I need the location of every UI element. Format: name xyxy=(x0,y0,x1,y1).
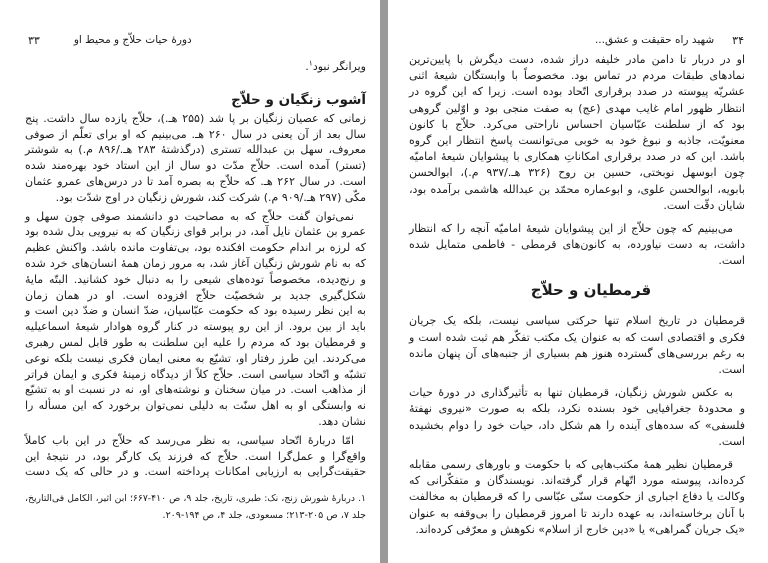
line-punctuation: . xyxy=(305,60,309,73)
text-line: نه وابستگی او به اهل سنّت به دلیلی نمی‌توان برخورد که این مسأله را xyxy=(25,399,366,413)
text-line: «یک جریان گمراهی» یا «دین خارج از اسلام» نکوهش و معرّفی کرده‌اند. xyxy=(415,522,745,536)
text-line: فلسفی» که سده‌های آینده را هم شکل داد، حیات خود را دوام بخشیده xyxy=(409,418,745,432)
footnote-reference: ۱ xyxy=(308,58,313,68)
running-head-title: شهید راه حقیقت و عشق... xyxy=(594,34,715,46)
footnote-line: جلد ۷، ص ۲۰۵-۲۱۳؛ مسعودی، جلد ۴، ص ۱۹۴-۲۰۹. xyxy=(162,510,366,522)
running-head xyxy=(595,32,744,48)
text-line: است. در سال ۲۶۲ هـ. که حلاّج به بصره آمد تا در درس‌های عمرو عثمان xyxy=(25,174,366,188)
text-line: است. xyxy=(718,363,745,376)
text-line: معروف، سهل بن عبدالله تستری (درگذشتهٔ ۲۸۳ هـ./۸۹۶ م.) به شوشتر xyxy=(25,143,366,157)
text-line: او در دربار تا دامن مادر خلیفه دراز شده، دست دیگرش با پایین‌ترین xyxy=(409,53,745,66)
text-line: کرده‌اند، پیوسته مورد اتّهام قرار گرفته‌اند. نویسندگان و متفکّرانی که xyxy=(409,474,745,488)
text-line: وکالت یا دفاع اجباری از حکومت سنّی عبّاسی را که قرمطیان به مخالفت xyxy=(409,490,745,504)
running-head-title: دورهٔ حیات حلاّج و محیط او xyxy=(73,34,192,46)
text-line: است. xyxy=(718,254,745,268)
paragraph xyxy=(25,111,366,206)
section-heading: قرمطیان و حلاّج xyxy=(530,281,652,300)
section-heading: آشوب زنگیان و حلاّج xyxy=(231,91,366,108)
paragraph xyxy=(409,385,745,450)
text-line: نمی‌توان گفت حلاّج که به مصاحبت دو دانشمند صوفی چون سهل و xyxy=(25,209,354,223)
text-line: به این نظر رسیده بود که حکومت عبّاسیان، ضدّ انسان و ضدّ دین است و xyxy=(25,304,366,318)
text-line: می‌کردند. این طرز رفتار او، تشیّع به معنی ایمان فکری نیست بلکه نوعی xyxy=(25,351,366,365)
text-line: فکری و اقتصادی است که به عنوان یک مکتب تفکّر هم ثبت شده است و xyxy=(409,330,745,344)
text-line: سال بعد از آن یعنی در سال ۲۶۰ هـ. می‌بینیم که او برای تعلّم از صوفی xyxy=(25,127,367,141)
text-line: با آنان برخاسته‌اند، به عهده دارند تا امروز قرمطیان را بی‌وقفه به عنوان xyxy=(409,506,745,520)
text-line: بود که از سلطنت عبّاسیان احساس ناراحتی می‌کرد. حلاّج با کانون xyxy=(409,117,745,131)
text-line: عمرو بن عثمان نایل آمد، در برابر قوای زنگیان که به نیرویی بدل شده بود xyxy=(25,225,366,239)
text-line: عشریّه پیوسته در صدد برقراری اتّحاد بوده است. زیرا که این گروه در xyxy=(409,85,745,99)
text-line: نمادهای طبقات مردم در تماس بود. مخصوصاً با وابستگان شیعهٔ اثنی xyxy=(409,69,745,83)
text-line: و رنج‌دیده، مخصوصاً توده‌های شیعی را به دنبال خود کشانید. البتّه مایهٔ xyxy=(25,272,366,286)
page-body xyxy=(25,59,366,524)
text-line: باشد. این که در صدد برقراری امکاناتِ همکاری با پیشوایان شیعهٔ امامیّه xyxy=(409,150,745,164)
text-line: شایان دقّت است. xyxy=(663,198,745,212)
text-line: قرمطیان در تاریخ اسلام تنها حرکتی سیاسی نیست، بلکه یک جریان xyxy=(409,314,745,328)
left-page xyxy=(0,0,380,563)
text-line: (تستر) آمده است. حلاّج مدّت دو سال از این استاد خود بهره‌مند شده xyxy=(25,159,366,173)
text-line: و محدودهٔ جغرافیایی خود بسنده نکرد، بلکه به صورت «نیروی نهفتهٔ xyxy=(409,402,745,416)
paragraph xyxy=(409,221,745,270)
text-line: زمانی که عصیان زنگیان بر پا شد (۲۵۵ هـ.)، حلاّج یازده سال داشت. پنج xyxy=(25,111,366,125)
page-number: ۳۳ xyxy=(28,33,40,47)
text-line: به رغم بررسی‌های گسترده هنوز هم بسیاری از جنبه‌های آن پنهان مانده xyxy=(409,346,745,360)
text-line: معنویّت، جاذبه و نبوغ خود به خوبی می‌توانست پاسخ انتظار این گروه xyxy=(409,133,745,147)
right-page xyxy=(388,0,768,563)
text-line: بابویه، ابوالحسن علوی، و ابوعماره محمّد بن عبدالله هاشمی برآمده بود، xyxy=(409,182,745,196)
text-line: داشت، به دست نیاورده، به کانون‌های قرمطی - فاطمی متمایل شده xyxy=(409,238,745,252)
paragraph xyxy=(409,52,745,214)
text-line: که لرزه بر اندام حکومت افکنده بود، بی‌تفاوت مانده باشد. واکنش عظیم xyxy=(25,241,366,255)
footnote-line: ۱. دربارهٔ شورش زنج، نک: طبری، تاریخ، جلد ۹، ص ۴۱۰-۶۶۷؛ ابن اثیر، الکامل فی‌التاریخ، xyxy=(25,493,366,505)
footnote xyxy=(25,490,366,524)
text-line: واقع‌گرا و عمل‌گرا است. حلاّج که فرزند یک کارگر بود، در نتیجهٔ این xyxy=(25,449,366,463)
text-line: نشان دهد. xyxy=(318,414,366,428)
paragraph xyxy=(25,209,366,430)
text-line: به عکس شورش زنگیان، قرمطیان تنها به تأثیرگذاری در دورهٔ حیات xyxy=(409,386,733,400)
text-line: امّا دربارهٔ اتّحاد سیاسی، به نظر می‌رسد که حلاّج در این باب کاملاً xyxy=(25,433,354,447)
line-text: ویرانگر نبود xyxy=(312,60,366,73)
running-head xyxy=(28,32,192,48)
text-line: که به نام شورش زنگیان آغاز شد، به مرور زمان همهٔ انسان‌های خرد شده xyxy=(25,256,366,270)
text-line: از مذاهب است. در میان سخنان و نوشته‌های او، نه در نسبت او به تشیّع xyxy=(25,383,366,397)
page-body xyxy=(409,52,745,538)
text-line: حقیقت‌گرایی به ارزیابی امکانات پرداخته است. و در حالی که یک دست xyxy=(25,465,366,479)
book-gutter xyxy=(380,0,388,563)
text-line: تشبّه و اتّحاد سیاسی است. حلاّج کلاً از دیدگاه زمینهٔ فکری و ایمان فراتر xyxy=(25,367,366,381)
paragraph xyxy=(409,457,745,538)
text-line: باید از بین برود. از این رو پیوسته در کنار گروه هوادار شیعهٔ اسماعیلیه xyxy=(25,320,366,334)
text-line: می‌بینیم که چون حلاّج از این پیشوایان شیعهٔ امامیّه آنچه را که انتظار xyxy=(409,221,733,235)
text-line: قرمطیان نظیر همهٔ مکتب‌هایی که با حکومت و باورهای رسمی مقابله xyxy=(409,457,733,471)
text-line: انتظار ظهور امام غایب مهدی (عج) به صفت منجی بود و اوّلین گروهی xyxy=(409,101,745,115)
page-number: ۳۴ xyxy=(732,33,744,47)
text-line: است. xyxy=(718,434,745,448)
text-line: چون ابوسهل نوبختی، حسین بن روح (۳۲۶ هـ./۹۳۷ م.)، ابوالحسن xyxy=(409,166,745,180)
paragraph xyxy=(409,313,745,378)
paragraph xyxy=(25,433,366,480)
text-line: شکل‌گیری جدید بر شخصیّت حلاّج افزوده است. او در همان زمان xyxy=(25,288,366,302)
text-line: مکّی (۲۹۷ هـ./۹۰۹ م.) شرکت کند، شورش زنگیان در اوج شدّت بود. xyxy=(55,190,366,204)
continued-text-line xyxy=(25,59,366,75)
text-line: و قرمطیان بود که مردم را علیه این سلطنت به طور قابل لمس رهبری xyxy=(25,335,366,349)
